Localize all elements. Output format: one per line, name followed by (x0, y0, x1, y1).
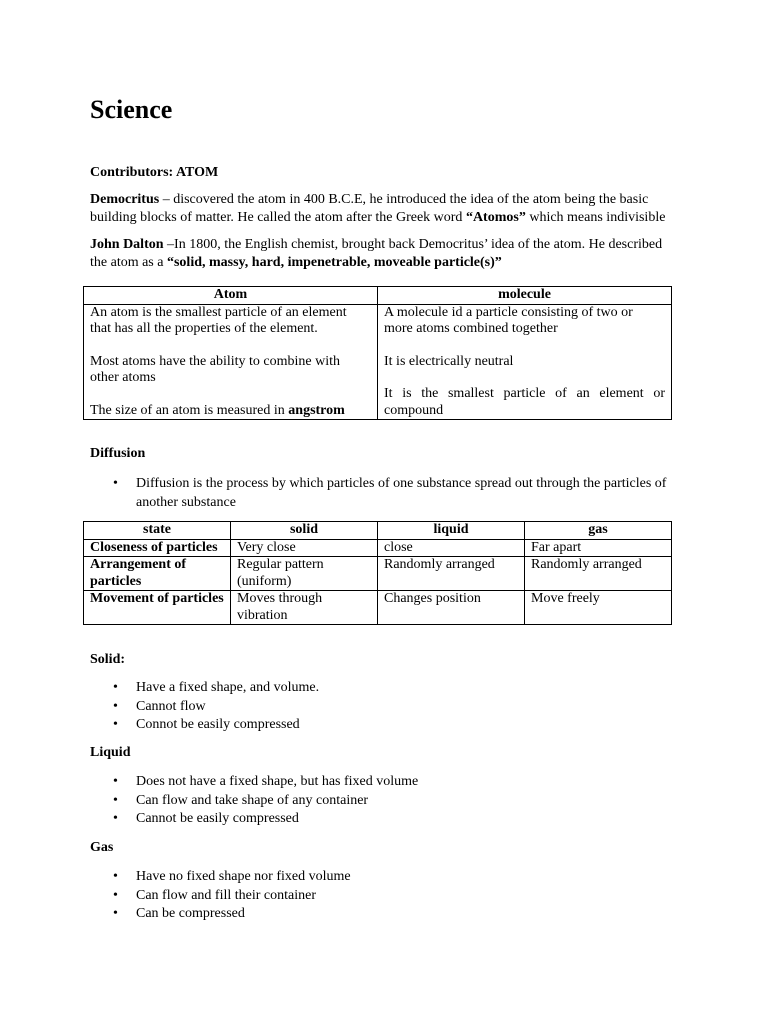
atom-fact-3 (90, 403, 371, 420)
bullet-icon: • (113, 698, 118, 714)
democritus-paragraph (90, 191, 680, 227)
table-header-row (84, 522, 672, 540)
molecule-fact-2: It is electrically neutral (384, 353, 514, 369)
gas-section (90, 839, 680, 924)
bullet-icon: • (113, 476, 118, 491)
bullet-icon: • (113, 811, 118, 826)
bullet-icon: • (113, 717, 118, 732)
dalton-name: John Dalton (90, 237, 164, 252)
solid-header: solid (231, 522, 378, 540)
list-item (90, 810, 680, 829)
solid-heading: Solid: (90, 652, 126, 667)
democritus-text-b: which means indivisible (525, 210, 666, 225)
solid-list (90, 679, 680, 735)
democritus-name: Democritus (90, 192, 160, 207)
molecule-fact-1: A molecule id a particle consisting of two or more atoms combined together (384, 304, 633, 336)
list-item (90, 792, 680, 811)
table-header-row (84, 287, 672, 305)
atom-molecule-table (83, 286, 672, 420)
table-cell: Changes position (378, 591, 525, 625)
table-cell: Moves through vibration (231, 591, 378, 625)
list-item-text: Have a fixed shape, and volume. (136, 680, 320, 695)
list-item-text: Diffusion is the process by which particles of one substance spread out through the particles of another substance (136, 476, 667, 510)
row-header: Closeness of particles (84, 539, 231, 557)
liquid-list (90, 773, 680, 829)
bullet-icon: • (113, 792, 118, 808)
table-row (84, 539, 672, 557)
list-item-text: Have no fixed shape nor fixed volume (136, 869, 351, 884)
list-item (90, 773, 680, 792)
molecule-header: molecule (378, 287, 672, 305)
bullet-icon: • (113, 680, 118, 695)
atom-fact-3-bold: angstrom (288, 402, 345, 418)
diffusion-heading: Diffusion (90, 446, 146, 461)
gas-list (90, 868, 680, 924)
solid-section (90, 651, 680, 735)
bullet-icon: • (113, 774, 118, 789)
table-cell: Move freely (525, 591, 672, 625)
gas-heading: Gas (90, 840, 114, 855)
dalton-quote: “solid, massy, hard, impenetrable, moveable particle(s)” (166, 255, 502, 270)
atom-cell (84, 304, 378, 420)
dalton-paragraph (90, 236, 680, 272)
page-title: Science (90, 95, 173, 124)
intro-section (90, 94, 680, 281)
table-cell: close (378, 539, 525, 557)
list-item (90, 905, 680, 924)
list-item (90, 475, 680, 512)
diffusion-list (90, 475, 680, 512)
list-item (90, 887, 680, 906)
democritus-quote: “Atomos” (465, 210, 526, 225)
list-item (90, 698, 680, 717)
table-cell: Very close (231, 539, 378, 557)
row-header: Arrangement of particles (84, 557, 231, 591)
dalton-text-a: –In 1800, the English chemist, brought back Democritus’ idea of the atom. He described the atom as a (90, 237, 663, 270)
list-item (90, 716, 680, 735)
list-item-text: Cannot be easily compressed (136, 811, 299, 826)
atom-fact-2: Most atoms have the ability to combine with other atoms (90, 353, 341, 385)
table-row (84, 557, 672, 591)
list-item-text: Does not have a fixed shape, but has fixed volume (136, 774, 419, 789)
bullet-icon: • (113, 887, 118, 903)
list-item-text: Can be compressed (136, 906, 245, 921)
diffusion-section (90, 445, 680, 512)
list-item (90, 679, 680, 698)
atom-fact-1: An atom is the smallest particle of an element that has all the properties of the element. (90, 304, 347, 336)
list-item-text: Can flow and take shape of any container (136, 792, 369, 808)
states-table (83, 521, 672, 625)
row-header: Movement of particles (84, 591, 231, 625)
democritus-text-a: – discovered the atom in 400 B.C.E, he introduced the idea of the atom being the basic building blocks of matter. He called the atom after the Greek word (90, 192, 649, 225)
liquid-heading: Liquid (90, 745, 131, 760)
table-cell: Randomly arranged (378, 557, 525, 591)
liquid-section (90, 744, 680, 829)
table-cell: Regular pattern (uniform) (231, 557, 378, 591)
gas-header: gas (525, 522, 672, 540)
atom-header: Atom (84, 287, 378, 305)
bullet-icon: • (113, 906, 118, 921)
liquid-header: liquid (378, 522, 525, 540)
table-row (84, 591, 672, 625)
bullet-icon: • (113, 869, 118, 884)
table-cell: Far apart (525, 539, 672, 557)
state-header: state (84, 522, 231, 540)
contributors-label: Contributors: ATOM (90, 165, 219, 180)
list-item-text: Cannot flow (136, 698, 206, 714)
molecule-cell (378, 304, 672, 420)
list-item-text: Connot be easily compressed (136, 717, 300, 732)
table-row (84, 304, 672, 420)
table-cell: Randomly arranged (525, 557, 672, 591)
list-item (90, 868, 680, 887)
atom-fact-3-text: The size of an atom is measured in (90, 402, 289, 418)
list-item-text: Can flow and fill their container (136, 887, 316, 903)
molecule-fact-3: It is the smallest particle of an element or compound (384, 386, 665, 418)
